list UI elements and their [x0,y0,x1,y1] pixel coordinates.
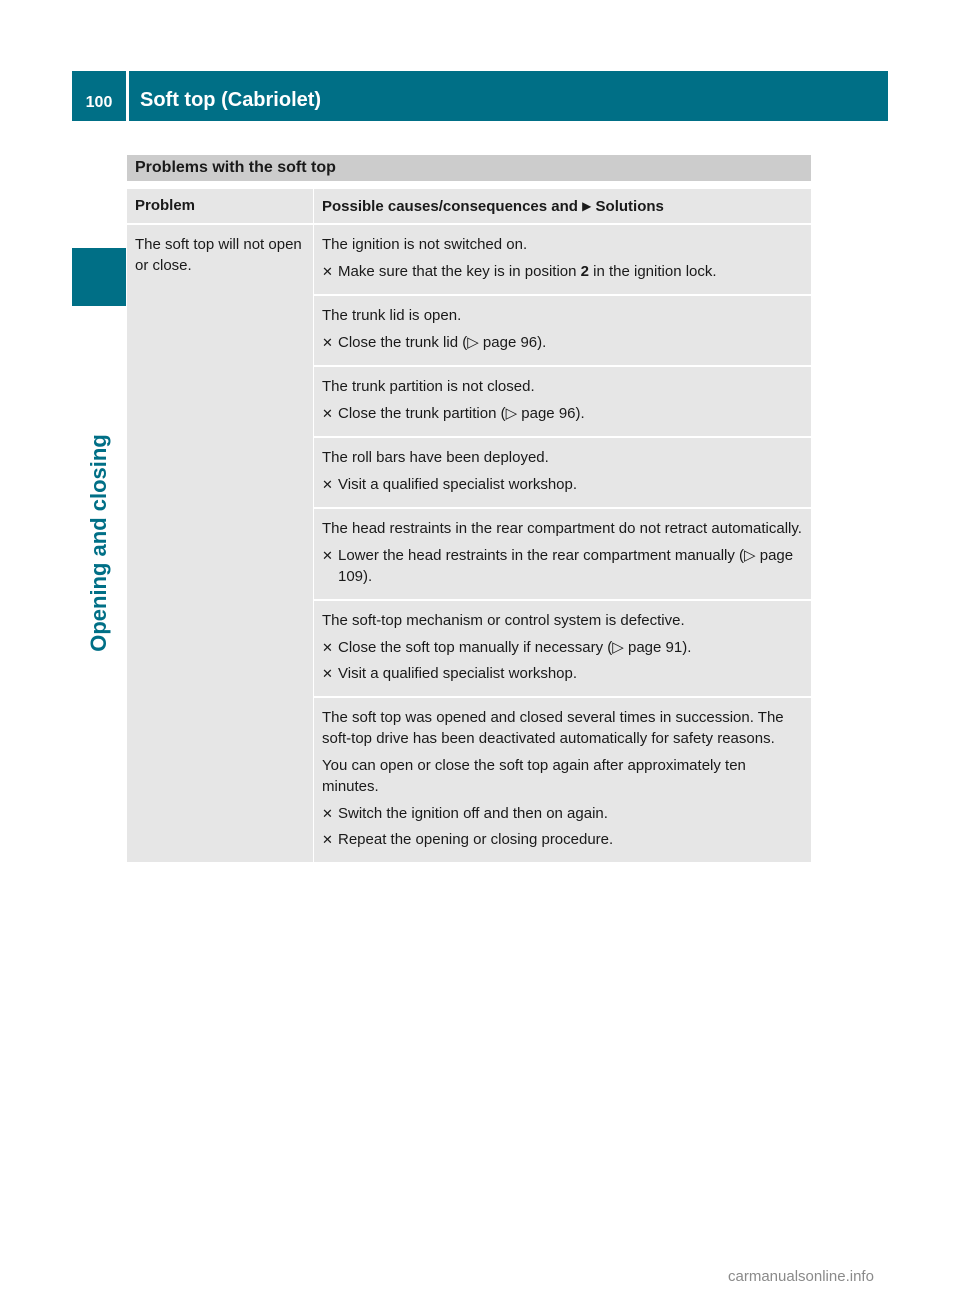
column-header-solutions-post: Solutions [595,198,664,215]
problems-section [127,155,811,862]
problem-cell: The soft top will not open or close. [127,225,313,862]
side-tab-label: Opening and closing [86,434,111,652]
step-marker-icon: ✕ [322,806,333,821]
step-marker-icon: ✕ [322,335,333,350]
arrow-right-icon: ▶ [582,199,592,213]
cause-block [314,296,811,367]
column-header-solutions-pre: Possible causes/consequences and [322,198,578,215]
solution-step [322,803,803,824]
step-marker-icon: ✕ [322,406,333,421]
solution-step [322,403,803,424]
solution-step [322,829,803,850]
cause-text: The trunk lid is open. [322,307,462,324]
step-marker-icon: ✕ [322,548,333,563]
cause-text-additional: You can open or close the soft top again after approximately ten minutes. [322,757,746,795]
watermark: carmanualsonline.info [728,1268,874,1285]
cause-block [314,367,811,438]
step-marker-icon: ✕ [322,264,333,279]
step-text: Close the soft top manually if necessary (▷ page 91). [338,639,692,656]
cause-text: The head restraints in the rear compartment do not retract automatically. [322,520,802,537]
step-text: Visit a qualified specialist workshop. [338,665,578,682]
step-text: Close the trunk lid (▷ page 96). [338,334,547,351]
step-marker-icon: ✕ [322,640,333,655]
page-number: 100 [85,94,113,111]
column-header-problem: Problem [127,189,313,223]
section-title: Problems with the soft top [127,155,811,181]
cause-text: The soft-top mechanism or control system is defective. [322,612,685,629]
cause-block [314,601,811,698]
side-tab-marker [72,248,126,306]
cause-text: The soft top was opened and closed several times in succession. The soft-top drive has been deactivated automatically for safety reasons. [322,709,784,747]
solution-step [322,663,803,684]
step-text: Repeat the opening or closing procedure. [338,831,614,848]
table-body [127,225,811,862]
step-text: Lower the head restraints in the rear compartment manually (▷ page 109). [338,547,794,585]
solution-step [322,261,803,282]
header-divider [126,71,129,121]
cause-text: The ignition is not switched on. [322,236,528,253]
causes-column [314,225,811,862]
step-text: Make sure that the key is in position 2 in the ignition lock. [338,263,717,280]
page-title: Soft top (Cabriolet) [140,89,322,111]
cause-text: The trunk partition is not closed. [322,378,535,395]
cause-block [314,509,811,601]
cause-text: The roll bars have been deployed. [322,449,549,466]
solution-step [322,474,803,495]
step-text: Switch the ignition off and then on again. [338,805,608,822]
solution-step [322,545,803,587]
cause-block [314,698,811,862]
step-text: Visit a qualified specialist workshop. [338,476,578,493]
step-marker-icon: ✕ [322,832,333,847]
step-marker-icon: ✕ [322,477,333,492]
column-header-solutions [314,189,811,223]
solution-step [322,637,803,658]
cause-block [314,225,811,296]
table-header-row [127,189,811,223]
step-text: Close the trunk partition (▷ page 96). [338,405,585,422]
cause-block [314,438,811,509]
step-marker-icon: ✕ [322,666,333,681]
solution-step [322,332,803,353]
